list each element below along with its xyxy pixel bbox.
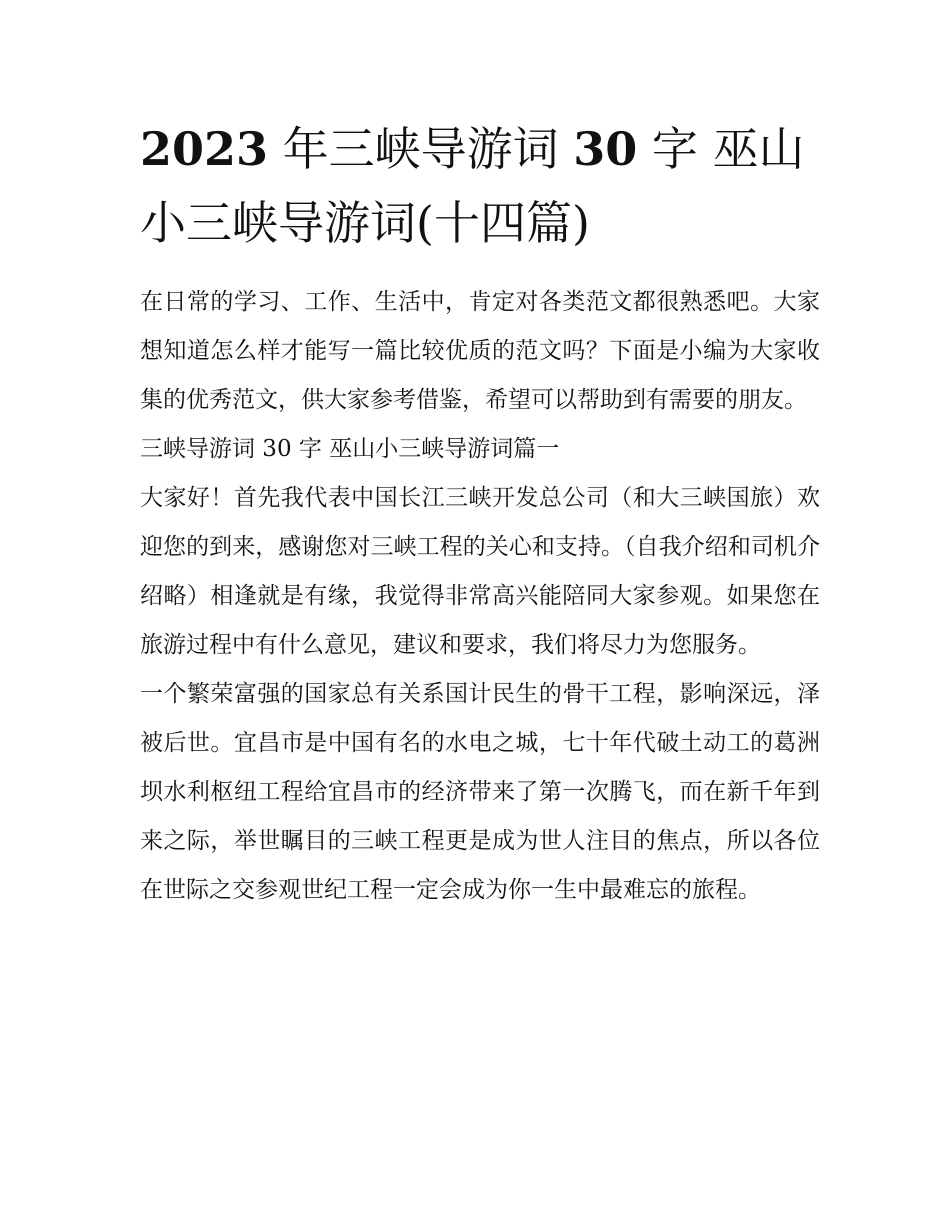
title-year: 2023 (140, 122, 269, 176)
title-line-2: 小三峡导游词(十四篇) (140, 196, 590, 250)
title-segment: 年三峡导游词 (268, 122, 574, 176)
title-number: 30 (573, 122, 638, 176)
intro-paragraph: 在日常的学习、工作、生活中，肯定对各类范文都很熟悉吧。大家想知道怎么样才能写一篇比较优质的范文吗？下面是小编为大家收集的优秀范文，供大家参考借鉴，希望可以帮助到有需要的朋友。 (140, 289, 820, 413)
document-title (140, 112, 820, 260)
title-segment-end: 字 巫山 (637, 122, 805, 176)
document-body (140, 278, 820, 915)
project-paragraph: 一个繁荣富强的国家总有关系国计民生的骨干工程，影响深远，泽被后世。宜昌市是中国有名的水电之城，七十年代破土动工的葛洲坝水利枢纽工程给宜昌市的经济带来了第一次腾飞，而在新千年到来之际，举世瞩目的三峡工程更是成为世人注目的焦点，所以各位在世际之交参观世纪工程一定会成为你一生中最难忘的旅程。 (140, 681, 820, 903)
welcome-paragraph: 大家好！首先我代表中国长江三峡开发总公司（和大三峡国旅）欢迎您的到来，感谢您对三峡工程的关心和支持。（自我介绍和司机介绍略）相逢就是有缘，我觉得非常高兴能陪同大家参观。如果您在旅游过程中有什么意见，建议和要求，我们将尽力为您服务。 (140, 485, 820, 658)
section-heading: 三峡导游词 30 字 巫山小三峡导游词篇一 (140, 436, 560, 462)
